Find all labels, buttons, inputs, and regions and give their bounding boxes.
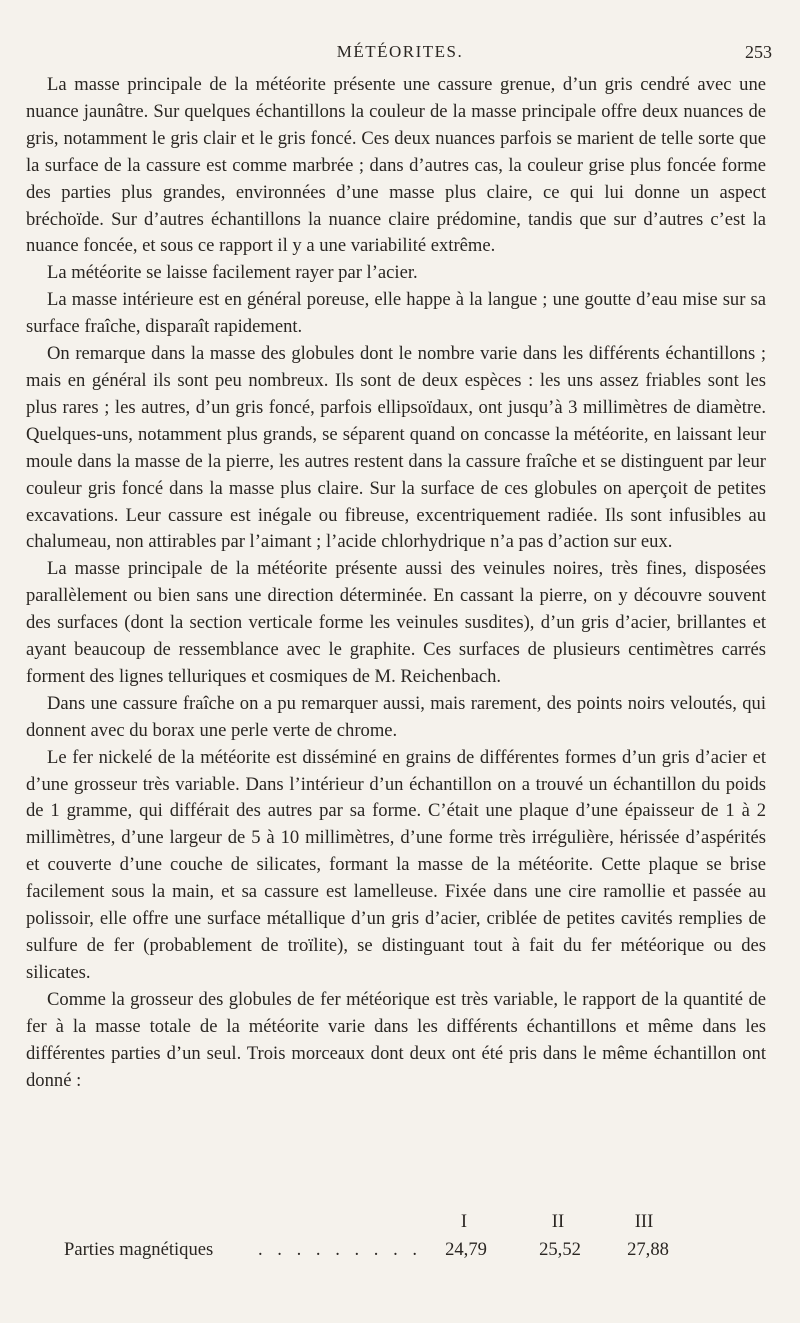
page-number: 253	[745, 42, 772, 62]
column-header: II	[551, 1211, 565, 1232]
column-header: I	[460, 1211, 468, 1232]
running-title: MÉTÉORITES.	[336, 42, 464, 61]
dot-leader: . . . . . . . . .	[258, 1239, 423, 1260]
paragraph: La masse principale de la météorite présente une cassure grenue, d’un gris cendré avec une nuance jaunâtre. Sur quelques échantillons la couleur de la masse principale offre deux nuances de gris, notamment le gris clair et le gris foncé. Ces deux nuances parfois se marient de telle sorte que la surface de la cassure est comme marbrée ; dans d’autres cas, la couleur grise plus foncée forme des parties plus grandes, environnées d’une masse plus claire, ce qui lui donne un aspect bréchoïde. Sur d’autres échantillons la nuance claire prédomine, tandis que sur d’autres c’est la nuance foncée, et sous ce rapport il y a une variabilité extrême.	[26, 74, 766, 257]
paragraph: Dans une cassure fraîche on a pu remarquer aussi, mais rarement, des points noirs veloutés, qui donnent avec du borax une perle verte de chrome.	[26, 692, 766, 741]
table-header-row	[26, 1211, 766, 1239]
results-table	[26, 1211, 766, 1267]
paragraph: On remarque dans la masse des globules dont le nombre varie dans les différents échantillons ; mais en général ils sont peu nombreux. Ils sont de deux espèces : les uns assez friables sont les plus rares ; les autres, d’un gris foncé, parfois ellipsoïdaux, ont jusqu’à 3 millimètres de diamètre. Quelques-uns, notamment plus grands, se séparent quand on concasse la météorite, en laissant leur moule dans la masse de la pierre, les autres restent dans la cassure fraîche et se distinguent par leur couleur gris foncé dans la masse plus claire. Sur la surface de ces globules on aperçoit de petites excavations. Leur cassure est inégale ou fibreuse, excentriquement radiée. Ils sont infusibles au chalumeau, non attirables par l’aimant ; l’acide chlorhydrique n’a pas d’action sur eux.	[26, 343, 766, 553]
paragraph: Comme la grosseur des globules de fer météorique est très variable, le rapport de la quantité de fer à la masse totale de la météorite varie dans les différents échantillons et même dans les différentes parties d’un seul. Trois morceaux dont deux ont été pris dans le même échantillon ont donné :	[26, 988, 766, 1091]
paragraph: Le fer nickelé de la météorite est disséminé en grains de différentes formes d’un gris d’acier et d’une grosseur très variable. Dans l’intérieur d’un échantillon on a trouvé un échantillon du poids de 1 gramme, qui différait des autres par sa forme. C’était une plaque d’une épaisseur de 1 à 2 millimètres, d’une largeur de 5 à 10 millimètres, d’une forme très irrégulière, hérissée d’aspérités et couverte d’une couche de silicates, formant la masse de la météorite. Cette plaque se brise facilement sous la main, et sa cassure est lamelleuse. Fixée dans une cire ramollie et passée au polissoir, elle offre une surface métallique d’un gris d’acier, criblée de petites cavités remplies de sulfure de fer (probablement de troïlite), se distinguant tout à fait du fer météorique ou des silicates.	[26, 746, 766, 983]
table-cell: 27,88	[627, 1239, 669, 1260]
table-cell: 25,52	[539, 1239, 581, 1260]
body-text	[26, 72, 766, 1094]
running-header	[0, 40, 800, 66]
column-header: III	[634, 1211, 654, 1232]
table-cell: 24,79	[445, 1239, 487, 1260]
paragraph: La masse intérieure est en général poreuse, elle happe à la langue ; une goutte d’eau mise sur sa surface fraîche, disparaît rapidement.	[26, 289, 766, 338]
row-label: Parties magnétiques	[64, 1239, 214, 1260]
paragraph: La masse principale de la météorite présente aussi des veinules noires, très fines, disposées parallèlement ou bien sans une direction déterminée. En cassant la pierre, on y découvre souvent des surfaces (dont la section verticale forme les veinules susdites), d’un gris d’acier, brillantes et ayant beaucoup de ressemblance avec le graphite. Ces surfaces de plusieurs centimètres carrés forment des lignes telluriques et cosmiques de M. Reichenbach.	[26, 558, 766, 687]
paragraph: La météorite se laisse facilement rayer par l’acier.	[47, 262, 418, 284]
table-row	[26, 1239, 766, 1267]
